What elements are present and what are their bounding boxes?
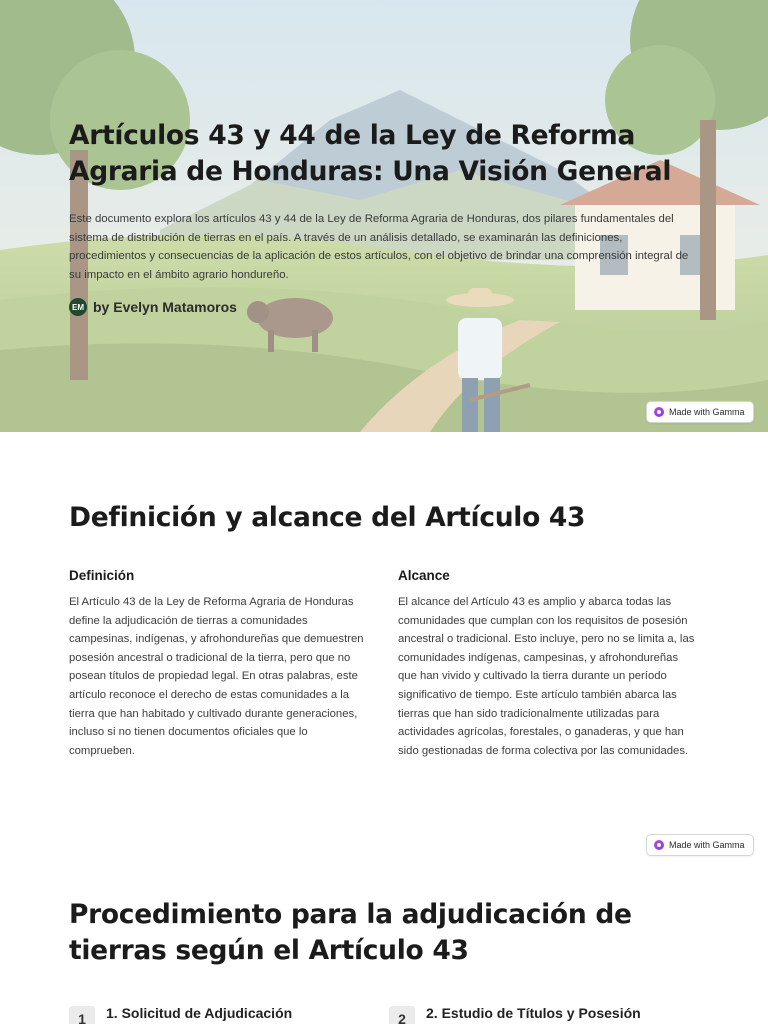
procedure-section: [69, 897, 709, 969]
step-number: 2: [389, 1006, 415, 1024]
column-heading: Definición: [69, 568, 135, 583]
step-number: 1: [69, 1006, 95, 1024]
step-label: 1. Solicitud de Adjudicación: [106, 1005, 293, 1021]
column-heading: Alcance: [398, 568, 450, 583]
badge-label: Made with Gamma: [669, 840, 745, 850]
author-name: by Evelyn Matamoros: [93, 299, 237, 316]
gamma-logo-icon: [654, 407, 664, 417]
gamma-logo-icon: [654, 840, 664, 850]
section-title: Procedimiento para la adjudicación de tierras según el Artículo 43: [69, 899, 632, 966]
step-item: [69, 1003, 292, 1024]
made-with-gamma-button[interactable]: [646, 834, 754, 856]
hero-content: [69, 118, 699, 316]
column-body: El alcance del Artículo 43 es amplio y abarca todas las comunidades que cumplan con los requisitos de posesión ancestral o tradicional. Esto incluye, pero no se limita a, las comunidades indígenas, campesinas, y afrohondureñas que han vivido y cultivado la tierra durante un período significativo de tiempo. Este artículo también abarca las tierras que han sido tradicionalmente utilizadas para actividades agrícolas, forestales, o ganaderas, y que han sido gestionadas de forma colectiva por las comunidades.: [398, 596, 695, 757]
procedure-steps: [69, 1003, 709, 1024]
definition-section: [69, 500, 709, 757]
definition-column: [69, 568, 369, 760]
author-byline: [69, 298, 699, 316]
badge-label: Made with Gamma: [669, 407, 745, 417]
hero-description: Este documento explora los artículos 43 y 44 de la Ley de Reforma Agraria de Honduras, dos pilares fundamentales del sistema de distribución de tierras en el país. A través de un análisis detallado, se examinarán las definiciones, procedimientos y consecuencias de la aplicación de estos artículos, con el objetivo de brindar una comprensión integral de su impacto en el ámbito agrario hondureño.: [69, 213, 689, 281]
made-with-gamma-button[interactable]: [646, 401, 754, 423]
avatar: EM: [69, 298, 87, 316]
scope-column: [398, 568, 698, 760]
column-body: El Artículo 43 de la Ley de Reforma Agraria de Honduras define la adjudicación de tierras a comunidades campesinas, indígenas, y afrohondureñas que demuestren posesión ancestral o tradicional de la tierra, pero que no posean títulos de propiedad legal. En otras palabras, este artículo reconoce el derecho de estas comunidades a la tierra que han habitado y cultivado durante generaciones, incluso si no tienen documentos oficiales que lo comprueben.: [69, 596, 364, 757]
section-title: Definición y alcance del Artículo 43: [69, 502, 586, 533]
page-title: Artículos 43 y 44 de la Ley de Reforma Agraria de Honduras: Una Visión General: [69, 120, 672, 187]
step-item: [389, 1003, 641, 1024]
hero-section: [0, 0, 768, 432]
step-label: 2. Estudio de Títulos y Posesión: [426, 1005, 641, 1021]
